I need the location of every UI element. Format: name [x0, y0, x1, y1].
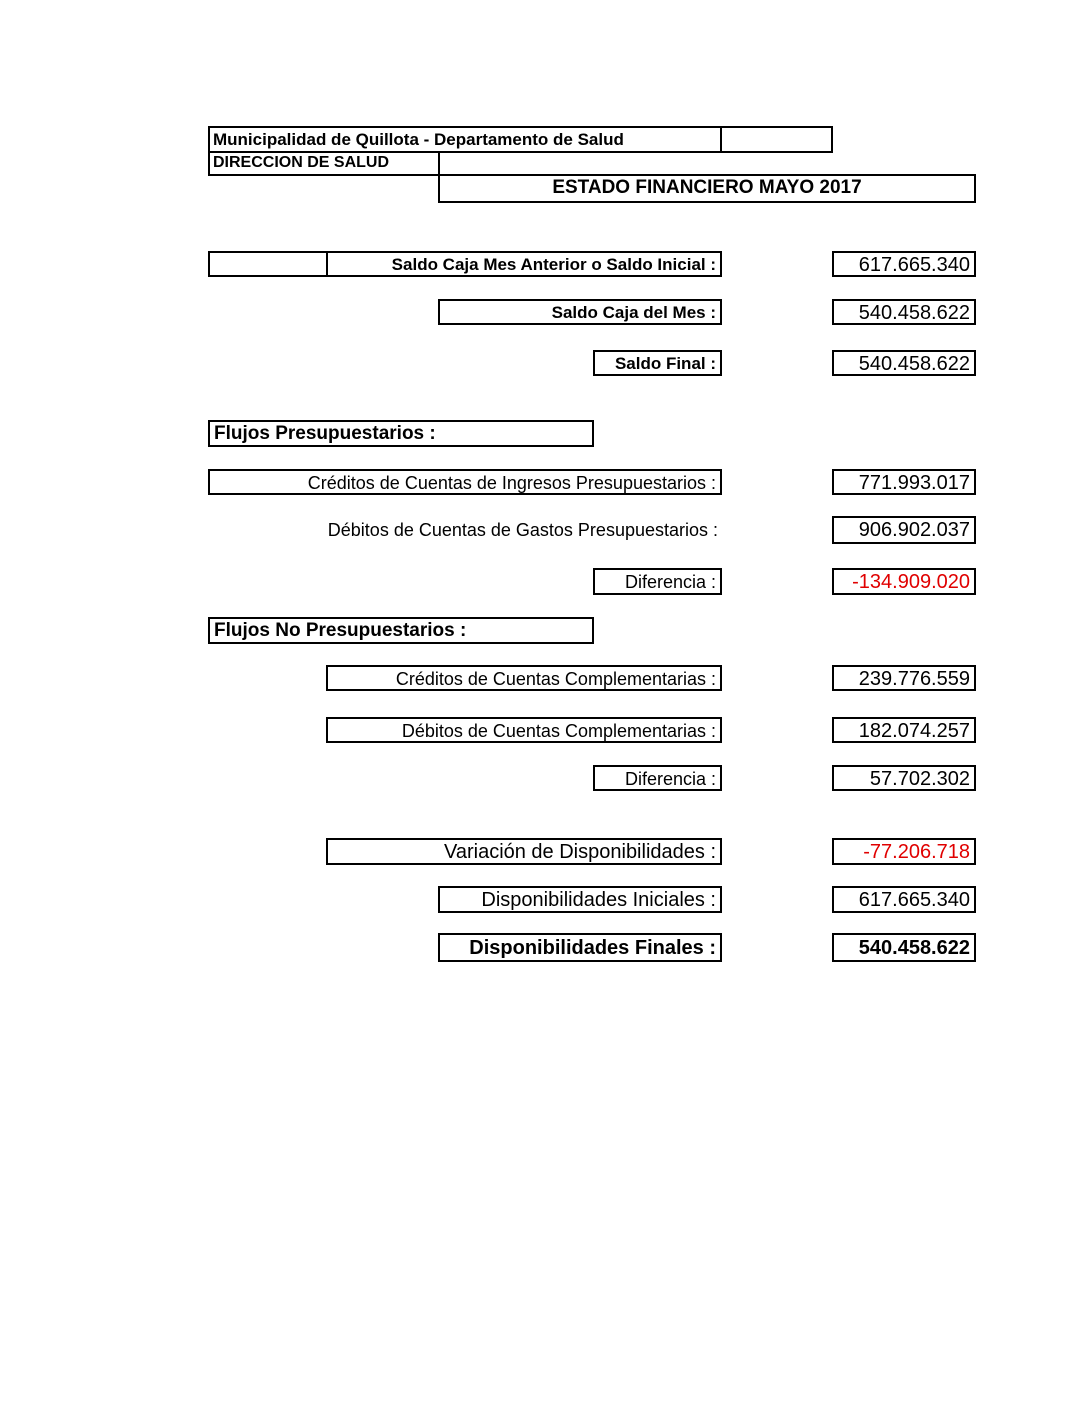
- disponibilidades-finales-value: 540.458.622: [832, 933, 976, 962]
- saldo-mes-label: Saldo Caja del Mes :: [438, 299, 722, 325]
- flujos-no-presupuestarios-title: Flujos No Presupuestarios :: [208, 617, 594, 644]
- variacion-disponibilidades-label: Variación de Disponibilidades :: [326, 838, 722, 865]
- debitos-complementarias-value: 182.074.257: [832, 717, 976, 743]
- saldo-mes-value: 540.458.622: [832, 299, 976, 325]
- diferencia-no-presupuestaria-label: Diferencia :: [593, 765, 722, 791]
- saldo-final-label: Saldo Final :: [593, 350, 722, 376]
- saldo-inicial-label: Saldo Caja Mes Anterior o Saldo Inicial :: [326, 251, 722, 277]
- flujos-presupuestarios-title: Flujos Presupuestarios :: [208, 420, 594, 447]
- saldo-inicial-empty-cell: [208, 251, 328, 277]
- creditos-complementarias-value: 239.776.559: [832, 665, 976, 691]
- creditos-complementarias-label: Créditos de Cuentas Complementarias :: [326, 665, 722, 691]
- diferencia-no-presupuestaria-value: 57.702.302: [832, 765, 976, 791]
- diferencia-presupuestaria-value: -134.909.020: [832, 568, 976, 595]
- page-title: ESTADO FINANCIERO MAYO 2017: [552, 177, 862, 198]
- debitos-gastos-label: Débitos de Cuentas de Gastos Presupuestarios :: [327, 520, 718, 540]
- variacion-disponibilidades-value: -77.206.718: [832, 838, 976, 865]
- institution-name: Municipalidad de Quillota - Departamento de Salud: [213, 130, 624, 149]
- debitos-complementarias-label: Débitos de Cuentas Complementarias :: [326, 717, 722, 743]
- direction-name: DIRECCION DE SALUD: [213, 154, 390, 171]
- disponibilidades-iniciales-value: 617.665.340: [832, 886, 976, 913]
- disponibilidades-finales-label: Disponibilidades Finales :: [438, 933, 722, 962]
- diferencia-presupuestaria-label: Diferencia :: [593, 568, 722, 595]
- saldo-inicial-value: 617.665.340: [832, 251, 976, 277]
- creditos-ingresos-value: 771.993.017: [832, 469, 976, 495]
- disponibilidades-iniciales-label: Disponibilidades Iniciales :: [438, 886, 722, 913]
- saldo-final-value: 540.458.622: [832, 350, 976, 376]
- debitos-gastos-value: 906.902.037: [832, 516, 976, 544]
- creditos-ingresos-label: Créditos de Cuentas de Ingresos Presupuestarios :: [208, 469, 722, 495]
- header-empty-cell: [720, 126, 833, 153]
